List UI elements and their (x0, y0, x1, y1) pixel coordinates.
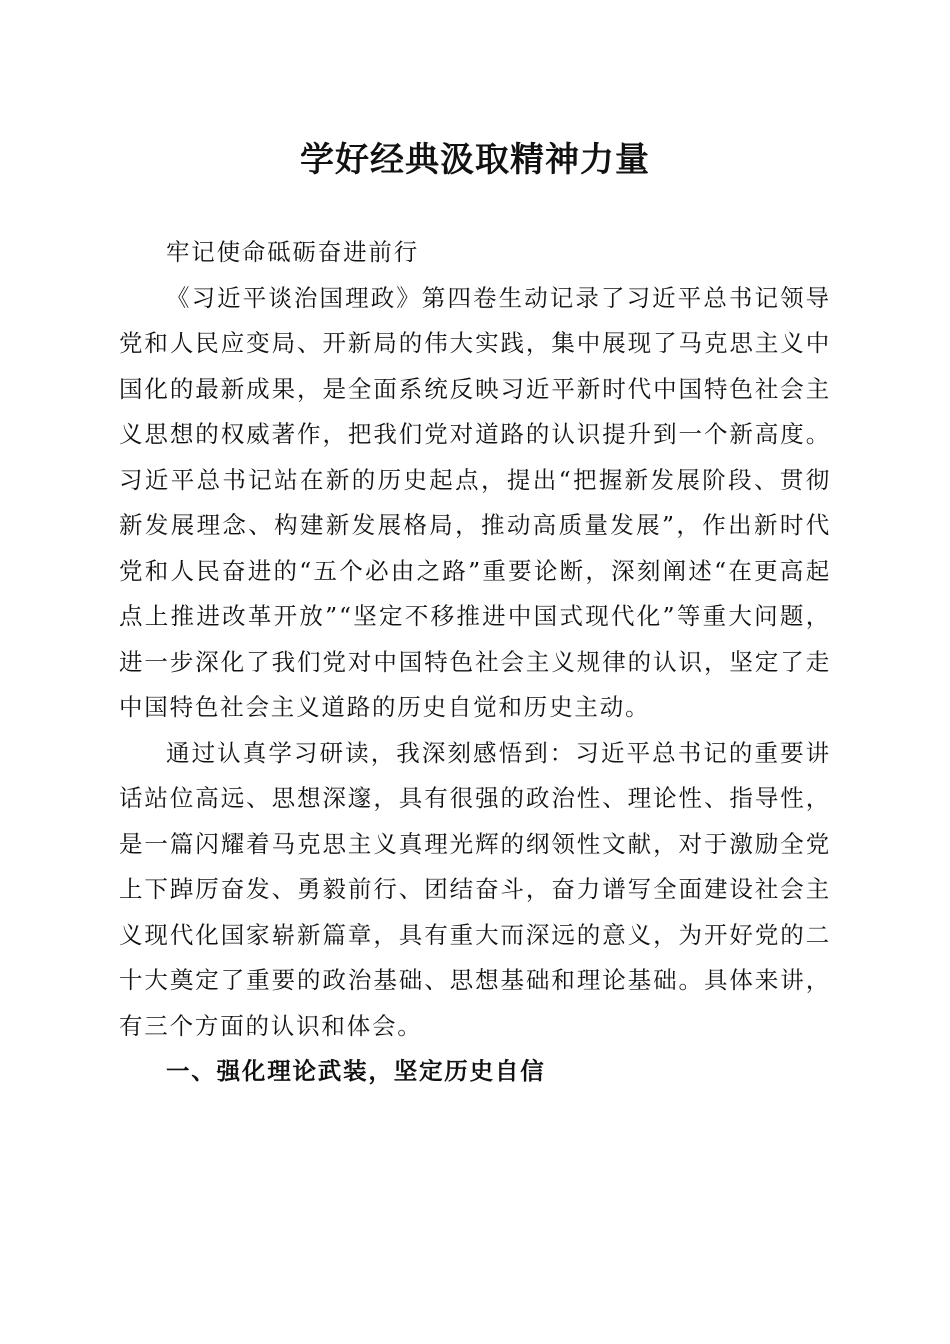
section-heading: 一、强化理论武装，坚定历史自信 (166, 1057, 546, 1085)
paragraph-2: 通过认真学习研读，我深刻感悟到：习近平总书记的重要讲话站位高远、思想深邃，具有很强的政治性、理论性、指导性，是一篇闪耀着马克思主义真理光辉的纲领性文献，对于激励全党上下踔厉奋发、勇毅前行、团结奋斗，奋力谱写全面建设社会主义现代化国家崭新篇章，具有重大而深远的意义，为开好党的二十大奠定了重要的政治基础、思想基础和理论基础。具体来讲，有三个方面的认识和体会。 (119, 738, 831, 1040)
paragraph-1: 《习近平谈治国理政》第四卷生动记录了习近平总书记领导党和人民应变局、开新局的伟大实践，集中展现了马克思主义中国化的最新成果，是全面系统反映习近平新时代中国特色社会主义思想的权威著作，把我们党对道路的认识提升到一个新高度。习近平总书记站在新的历史起点，提出“把握新发展阶段、贯彻新发展理念、构建新发展格局，推动高质量发展”，作出新时代党和人民奋进的“五个必由之路”重要论断，深刻阐述“在更高起点上推进改革开放”“坚定不移推进中国式现代化”等重大问题，进一步深化了我们党对中国特色社会主义规律的认识，坚定了走中国特色社会主义道路的历史自觉和历史主动。 (119, 283, 831, 721)
document-title: 学好经典汲取精神力量 (300, 140, 650, 180)
document-subtitle: 牢记使命砥砺奋进前行 (166, 238, 419, 266)
document-body (119, 230, 831, 1095)
